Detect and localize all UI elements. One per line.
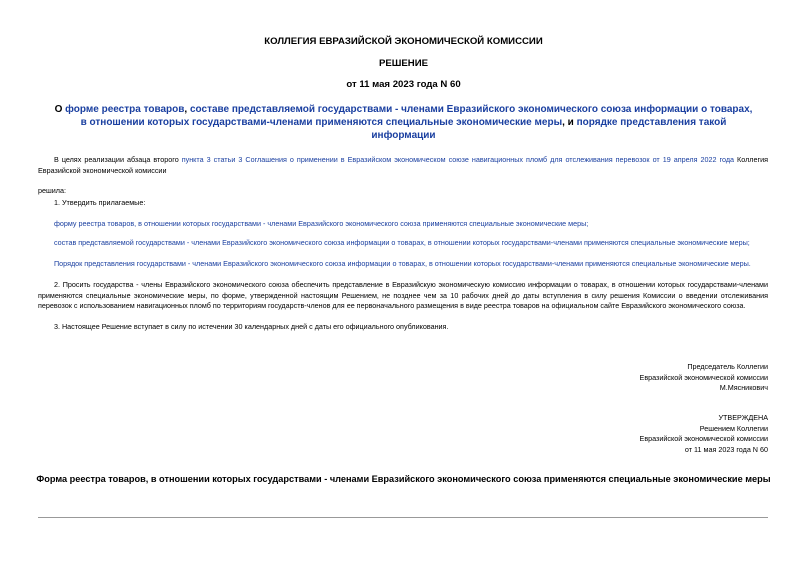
approval-org: Евразийской экономической комиссии — [639, 434, 768, 443]
title-sep1: , — [184, 104, 190, 115]
divider — [38, 517, 768, 518]
approved-form-link[interactable]: форму реестра товаров, в отношении которых государствами - членами Евразийского экономического союза применяются специальные экономические меры; — [54, 219, 589, 228]
title-link-procedure[interactable]: порядке представления такой информации — [371, 117, 727, 141]
signature-name: М.Мясникович — [719, 383, 768, 392]
item-1: 1. Утвердить прилагаемые: — [54, 198, 146, 207]
approved-composition-link[interactable]: состав представляемой государствами - членами Евразийского экономического союза информации о товарах, в отношении которых государствами-членами применяются специальные экономические меры; — [54, 238, 750, 247]
doc-date-heading: от 11 мая 2023 года N 60 — [346, 79, 461, 90]
title-link-composition[interactable]: составе представляемой государствами - членами Евразийского экономического союза информации о товарах, в отношении которых государствами-членами применяются специальные экономические меры — [80, 104, 753, 128]
form-title: Форма реестра товаров, в отношении которых государствами - членами Евразийского экономического союза применяются специальные экономические меры — [36, 474, 771, 484]
preamble — [38, 155, 768, 176]
approved-procedure-link[interactable]: Порядок представления государствами - членами Евразийского экономического союза информации о товарах, в отношении которых государствами-членами применяются специальные экономические меры. — [54, 259, 751, 268]
doc-type-heading: РЕШЕНИЕ — [378, 58, 429, 69]
title-prefix: О — [54, 104, 66, 115]
item-3: 3. Настоящее Решение вступает в силу по истечении 30 календарных дней с даты его официального опубликования. — [54, 322, 449, 331]
signature-org: Евразийской экономической комиссии — [639, 372, 768, 382]
approval-block — [540, 413, 768, 455]
signature-title: Председатель Коллегии — [687, 362, 768, 371]
preamble-text1: В целях реализации абзаца второго — [54, 155, 182, 164]
item-2: 2. Просить государства - члены Евразийского экономического союза обеспечить представление в Евразийскую экономическую комиссию информации о товарах, в отношении которых государствами-членами применяются специальные экономические меры, по форме, утвержденной настоящим Решением, не позднее чем за 10 рабочих дней до даты вступления в силу решения Комиссии о введении отслеживания перевозок с использованием навигационных пломб по территориям государств-членов для ее первоначального размещения в виде реестра товаров на официальном сайте Евразийского экономического союза. — [38, 280, 768, 310]
title-sep2: , и — [562, 117, 577, 128]
signature-block — [540, 362, 768, 394]
preamble-text2: Коллегия Евразийской экономической комиссии — [38, 155, 768, 175]
title-link-form[interactable]: форме реестра товаров — [65, 104, 185, 115]
approval-decision: Решением Коллегии — [699, 423, 768, 433]
approval-date: от 11 мая 2023 года N 60 — [684, 444, 768, 454]
decision-title — [52, 103, 755, 142]
approval-stamp: УТВЕРЖДЕНА — [718, 413, 768, 422]
decided-label: решила: — [38, 186, 66, 195]
org-heading: КОЛЛЕГИЯ ЕВРАЗИЙСКОЙ ЭКОНОМИЧЕСКОЙ КОМИССИИ — [264, 36, 543, 47]
preamble-agreement-link[interactable]: пункта 3 статьи 3 Соглашения о применении в Евразийском экономическом союзе навигационных пломб для отслеживания перевозок от 19 апреля 2022 года — [181, 155, 735, 164]
